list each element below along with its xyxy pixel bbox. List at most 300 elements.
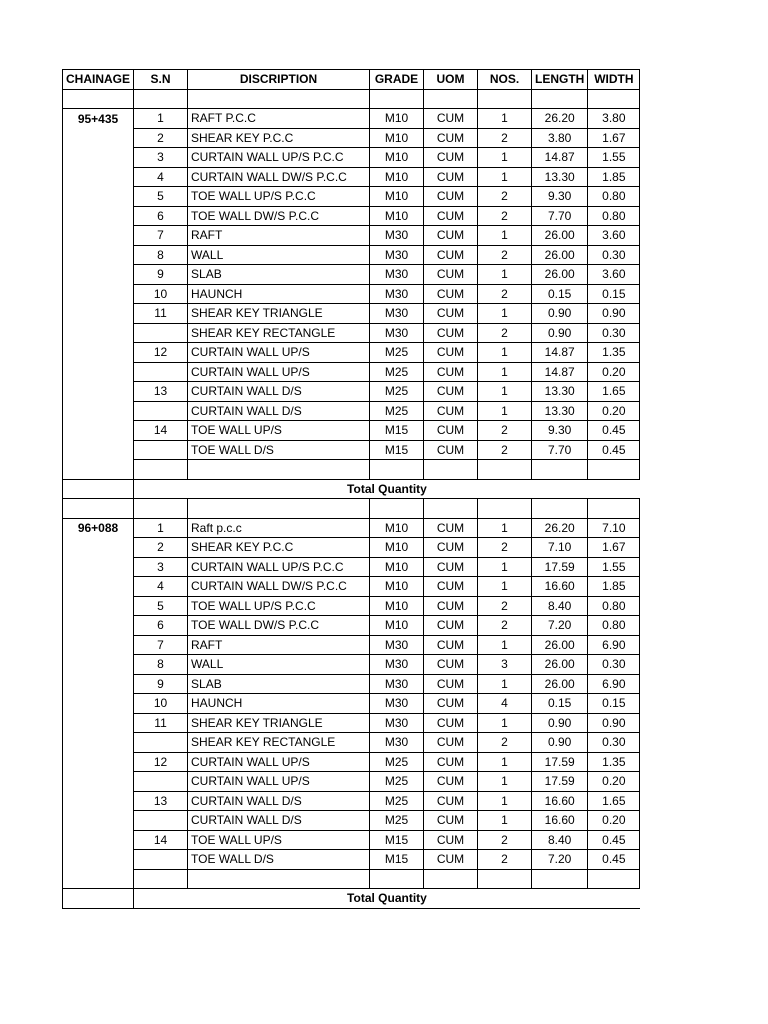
nos-cell: 1 xyxy=(478,635,532,655)
empty-cell xyxy=(63,499,134,519)
width-cell: 0.90 xyxy=(588,713,640,733)
chainage-cell-empty xyxy=(63,655,134,675)
chainage-cell-empty xyxy=(63,323,134,343)
grade-cell: M30 xyxy=(370,733,424,753)
description-cell: CURTAIN WALL UP/S P.C.C xyxy=(188,557,370,577)
table-body xyxy=(63,89,640,908)
nos-cell: 1 xyxy=(478,674,532,694)
grade-cell: M30 xyxy=(370,323,424,343)
width-cell: 0.30 xyxy=(588,655,640,675)
width-cell: 0.30 xyxy=(588,323,640,343)
empty-cell xyxy=(532,89,588,109)
grade-cell: M10 xyxy=(370,128,424,148)
length-cell: 7.70 xyxy=(532,206,588,226)
empty-cell xyxy=(63,460,134,480)
chainage-cell-empty xyxy=(63,538,134,558)
table-row xyxy=(63,343,640,363)
sn-cell: 11 xyxy=(134,713,188,733)
empty-cell xyxy=(478,499,532,519)
chainage-cell-empty xyxy=(63,577,134,597)
length-cell: 14.87 xyxy=(532,343,588,363)
width-cell: 1.65 xyxy=(588,382,640,402)
length-cell: 16.60 xyxy=(532,791,588,811)
description-cell: TOE WALL D/S xyxy=(188,850,370,870)
chainage-cell-empty xyxy=(63,713,134,733)
chainage-cell-empty xyxy=(63,616,134,636)
empty-cell xyxy=(588,89,640,109)
length-cell: 26.00 xyxy=(532,655,588,675)
empty-cell xyxy=(188,499,370,519)
empty-cell xyxy=(424,869,478,889)
empty-cell xyxy=(424,89,478,109)
description-cell: WALL xyxy=(188,245,370,265)
chainage-cell-empty xyxy=(63,401,134,421)
blank-row xyxy=(63,460,640,480)
grade-cell: M10 xyxy=(370,187,424,207)
grade-cell: M30 xyxy=(370,674,424,694)
nos-cell: 1 xyxy=(478,518,532,538)
empty-cell xyxy=(63,479,134,499)
nos-cell: 1 xyxy=(478,167,532,187)
description-cell: SHEAR KEY TRIANGLE xyxy=(188,713,370,733)
header-sn: S.N xyxy=(134,70,188,90)
description-cell: CURTAIN WALL D/S xyxy=(188,791,370,811)
uom-cell: CUM xyxy=(424,733,478,753)
chainage-cell-empty xyxy=(63,245,134,265)
grade-cell: M30 xyxy=(370,245,424,265)
nos-cell: 2 xyxy=(478,596,532,616)
description-cell: SLAB xyxy=(188,265,370,285)
width-cell: 0.30 xyxy=(588,245,640,265)
table-row xyxy=(63,304,640,324)
grade-cell: M25 xyxy=(370,811,424,831)
uom-cell: CUM xyxy=(424,323,478,343)
table-row xyxy=(63,655,640,675)
nos-cell: 2 xyxy=(478,440,532,460)
uom-cell: CUM xyxy=(424,148,478,168)
spacer-row xyxy=(63,89,640,109)
length-cell: 7.20 xyxy=(532,850,588,870)
width-cell: 1.35 xyxy=(588,343,640,363)
grade-cell: M25 xyxy=(370,772,424,792)
nos-cell: 1 xyxy=(478,752,532,772)
sn-cell: 9 xyxy=(134,265,188,285)
chainage-cell-empty xyxy=(63,265,134,285)
width-cell: 1.35 xyxy=(588,752,640,772)
table-row xyxy=(63,577,640,597)
width-cell: 1.67 xyxy=(588,128,640,148)
nos-cell: 2 xyxy=(478,245,532,265)
sn-cell: 13 xyxy=(134,382,188,402)
description-cell: RAFT xyxy=(188,226,370,246)
description-cell: CURTAIN WALL DW/S P.C.C xyxy=(188,167,370,187)
nos-cell: 1 xyxy=(478,304,532,324)
empty-cell xyxy=(188,89,370,109)
description-cell: TOE WALL DW/S P.C.C xyxy=(188,616,370,636)
header-uom: UOM xyxy=(424,70,478,90)
sn-cell: 7 xyxy=(134,226,188,246)
nos-cell: 4 xyxy=(478,694,532,714)
length-cell: 7.20 xyxy=(532,616,588,636)
table-row xyxy=(63,206,640,226)
nos-cell: 1 xyxy=(478,557,532,577)
empty-cell xyxy=(63,869,134,889)
nos-cell: 1 xyxy=(478,226,532,246)
width-cell: 1.55 xyxy=(588,148,640,168)
nos-cell: 1 xyxy=(478,401,532,421)
table-row xyxy=(63,226,640,246)
description-cell: RAFT P.C.C xyxy=(188,109,370,129)
uom-cell: CUM xyxy=(424,382,478,402)
width-cell: 0.20 xyxy=(588,401,640,421)
width-cell: 6.90 xyxy=(588,674,640,694)
width-cell: 0.20 xyxy=(588,811,640,831)
length-cell: 14.87 xyxy=(532,148,588,168)
grade-cell: M10 xyxy=(370,518,424,538)
table-row xyxy=(63,187,640,207)
sn-cell: 4 xyxy=(134,577,188,597)
chainage-cell-empty xyxy=(63,382,134,402)
chainage-cell-empty xyxy=(63,128,134,148)
table-row xyxy=(63,850,640,870)
chainage-cell-empty xyxy=(63,694,134,714)
description-cell: CURTAIN WALL D/S xyxy=(188,811,370,831)
nos-cell: 2 xyxy=(478,128,532,148)
width-cell: 1.85 xyxy=(588,577,640,597)
chainage-cell-empty xyxy=(63,752,134,772)
uom-cell: CUM xyxy=(424,635,478,655)
description-cell: RAFT xyxy=(188,635,370,655)
grade-cell: M15 xyxy=(370,440,424,460)
grade-cell: M10 xyxy=(370,557,424,577)
width-cell: 0.45 xyxy=(588,440,640,460)
length-cell: 26.00 xyxy=(532,674,588,694)
width-cell: 0.45 xyxy=(588,421,640,441)
nos-cell: 1 xyxy=(478,265,532,285)
length-cell: 8.40 xyxy=(532,830,588,850)
sn-cell: 10 xyxy=(134,284,188,304)
uom-cell: CUM xyxy=(424,674,478,694)
empty-cell xyxy=(478,869,532,889)
empty-cell xyxy=(134,460,188,480)
uom-cell: CUM xyxy=(424,830,478,850)
chainage-cell-empty xyxy=(63,557,134,577)
description-cell: HAUNCH xyxy=(188,694,370,714)
nos-cell: 2 xyxy=(478,323,532,343)
uom-cell: CUM xyxy=(424,187,478,207)
nos-cell: 2 xyxy=(478,850,532,870)
length-cell: 8.40 xyxy=(532,596,588,616)
length-cell: 17.59 xyxy=(532,772,588,792)
sn-cell: 6 xyxy=(134,206,188,226)
uom-cell: CUM xyxy=(424,791,478,811)
chainage-cell-empty xyxy=(63,421,134,441)
chainage-cell-empty xyxy=(63,148,134,168)
table-row xyxy=(63,440,640,460)
table-row xyxy=(63,148,640,168)
empty-cell xyxy=(532,499,588,519)
sn-cell xyxy=(134,323,188,343)
grade-cell: M10 xyxy=(370,167,424,187)
sn-cell: 5 xyxy=(134,187,188,207)
empty-cell xyxy=(588,869,640,889)
width-cell: 0.15 xyxy=(588,284,640,304)
uom-cell: CUM xyxy=(424,518,478,538)
width-cell: 0.15 xyxy=(588,694,640,714)
uom-cell: CUM xyxy=(424,772,478,792)
sn-cell: 12 xyxy=(134,343,188,363)
nos-cell: 2 xyxy=(478,830,532,850)
chainage-cell-empty xyxy=(63,343,134,363)
total-row xyxy=(63,479,640,499)
nos-cell: 1 xyxy=(478,382,532,402)
header-row xyxy=(63,70,640,90)
grade-cell: M30 xyxy=(370,284,424,304)
sn-cell: 12 xyxy=(134,752,188,772)
header-length: LENGTH xyxy=(532,70,588,90)
sn-cell: 1 xyxy=(134,518,188,538)
nos-cell: 3 xyxy=(478,655,532,675)
chainage-cell-empty xyxy=(63,167,134,187)
length-cell: 26.00 xyxy=(532,226,588,246)
spacer-row xyxy=(63,499,640,519)
grade-cell: M25 xyxy=(370,362,424,382)
uom-cell: CUM xyxy=(424,616,478,636)
sn-cell xyxy=(134,362,188,382)
chainage-cell: 95+435 xyxy=(63,109,134,129)
description-cell: CURTAIN WALL D/S xyxy=(188,382,370,402)
uom-cell: CUM xyxy=(424,752,478,772)
length-cell: 26.00 xyxy=(532,635,588,655)
total-row xyxy=(63,889,640,909)
uom-cell: CUM xyxy=(424,109,478,129)
sn-cell xyxy=(134,772,188,792)
table-row xyxy=(63,518,640,538)
width-cell: 0.20 xyxy=(588,772,640,792)
empty-cell xyxy=(588,499,640,519)
length-cell: 7.70 xyxy=(532,440,588,460)
grade-cell: M25 xyxy=(370,752,424,772)
sn-cell: 10 xyxy=(134,694,188,714)
grade-cell: M25 xyxy=(370,791,424,811)
uom-cell: CUM xyxy=(424,440,478,460)
sn-cell: 8 xyxy=(134,245,188,265)
nos-cell: 2 xyxy=(478,733,532,753)
table-row xyxy=(63,596,640,616)
nos-cell: 1 xyxy=(478,713,532,733)
width-cell: 0.90 xyxy=(588,304,640,324)
sn-cell: 9 xyxy=(134,674,188,694)
chainage-cell-empty xyxy=(63,362,134,382)
chainage-cell-empty xyxy=(63,830,134,850)
quantity-table xyxy=(62,69,640,909)
length-cell: 0.15 xyxy=(532,694,588,714)
sn-cell: 6 xyxy=(134,616,188,636)
width-cell: 0.80 xyxy=(588,596,640,616)
grade-cell: M10 xyxy=(370,148,424,168)
table-row xyxy=(63,635,640,655)
grade-cell: M15 xyxy=(370,421,424,441)
sn-cell: 14 xyxy=(134,421,188,441)
chainage-cell-empty xyxy=(63,284,134,304)
uom-cell: CUM xyxy=(424,713,478,733)
table-row xyxy=(63,538,640,558)
width-cell: 0.20 xyxy=(588,362,640,382)
grade-cell: M25 xyxy=(370,343,424,363)
empty-cell xyxy=(370,460,424,480)
sn-cell: 2 xyxy=(134,128,188,148)
table-row xyxy=(63,811,640,831)
sn-cell xyxy=(134,401,188,421)
description-cell: CURTAIN WALL UP/S xyxy=(188,772,370,792)
empty-cell xyxy=(478,460,532,480)
length-cell: 7.10 xyxy=(532,538,588,558)
table-row xyxy=(63,616,640,636)
uom-cell: CUM xyxy=(424,128,478,148)
description-cell: HAUNCH xyxy=(188,284,370,304)
length-cell: 0.90 xyxy=(532,733,588,753)
length-cell: 26.20 xyxy=(532,518,588,538)
description-cell: CURTAIN WALL UP/S xyxy=(188,343,370,363)
width-cell: 3.80 xyxy=(588,109,640,129)
chainage-cell-empty xyxy=(63,635,134,655)
empty-cell xyxy=(532,460,588,480)
description-cell: SHEAR KEY RECTANGLE xyxy=(188,323,370,343)
description-cell: TOE WALL UP/S P.C.C xyxy=(188,187,370,207)
description-cell: SLAB xyxy=(188,674,370,694)
chainage-cell-empty xyxy=(63,440,134,460)
grade-cell: M10 xyxy=(370,206,424,226)
description-cell: CURTAIN WALL UP/S P.C.C xyxy=(188,148,370,168)
length-cell: 13.30 xyxy=(532,167,588,187)
table-row xyxy=(63,245,640,265)
chainage-cell-empty xyxy=(63,733,134,753)
sn-cell: 3 xyxy=(134,557,188,577)
empty-cell xyxy=(370,499,424,519)
length-cell: 13.30 xyxy=(532,401,588,421)
nos-cell: 1 xyxy=(478,791,532,811)
uom-cell: CUM xyxy=(424,850,478,870)
width-cell: 0.80 xyxy=(588,187,640,207)
table-row xyxy=(63,791,640,811)
width-cell: 3.60 xyxy=(588,265,640,285)
sn-cell: 2 xyxy=(134,538,188,558)
uom-cell: CUM xyxy=(424,265,478,285)
width-cell: 0.45 xyxy=(588,830,640,850)
uom-cell: CUM xyxy=(424,284,478,304)
empty-cell xyxy=(424,460,478,480)
length-cell: 26.00 xyxy=(532,245,588,265)
width-cell: 6.90 xyxy=(588,635,640,655)
length-cell: 9.30 xyxy=(532,421,588,441)
width-cell: 1.67 xyxy=(588,538,640,558)
uom-cell: CUM xyxy=(424,538,478,558)
empty-cell xyxy=(134,869,188,889)
nos-cell: 2 xyxy=(478,538,532,558)
length-cell: 16.60 xyxy=(532,811,588,831)
length-cell: 3.80 xyxy=(532,128,588,148)
table-row xyxy=(63,830,640,850)
table-row xyxy=(63,265,640,285)
width-cell: 3.60 xyxy=(588,226,640,246)
empty-cell xyxy=(370,869,424,889)
blank-row xyxy=(63,869,640,889)
description-cell: Raft p.c.c xyxy=(188,518,370,538)
nos-cell: 2 xyxy=(478,284,532,304)
table-row xyxy=(63,713,640,733)
header-description: DISCRIPTION xyxy=(188,70,370,90)
empty-cell xyxy=(532,869,588,889)
table-row xyxy=(63,323,640,343)
description-cell: TOE WALL DW/S P.C.C xyxy=(188,206,370,226)
empty-cell xyxy=(588,460,640,480)
sn-cell: 7 xyxy=(134,635,188,655)
description-cell: CURTAIN WALL DW/S P.C.C xyxy=(188,577,370,597)
description-cell: SHEAR KEY TRIANGLE xyxy=(188,304,370,324)
sn-cell: 1 xyxy=(134,109,188,129)
table-row xyxy=(63,167,640,187)
uom-cell: CUM xyxy=(424,694,478,714)
table-row xyxy=(63,752,640,772)
width-cell: 7.10 xyxy=(588,518,640,538)
grade-cell: M30 xyxy=(370,655,424,675)
table-row xyxy=(63,401,640,421)
total-quantity-label: Total Quantity xyxy=(134,479,640,499)
description-cell: SHEAR KEY P.C.C xyxy=(188,538,370,558)
table-row xyxy=(63,674,640,694)
width-cell: 1.85 xyxy=(588,167,640,187)
uom-cell: CUM xyxy=(424,343,478,363)
uom-cell: CUM xyxy=(424,362,478,382)
empty-cell xyxy=(134,499,188,519)
nos-cell: 1 xyxy=(478,148,532,168)
chainage-cell-empty xyxy=(63,304,134,324)
empty-cell xyxy=(63,89,134,109)
description-cell: CURTAIN WALL D/S xyxy=(188,401,370,421)
uom-cell: CUM xyxy=(424,421,478,441)
width-cell: 0.80 xyxy=(588,616,640,636)
width-cell: 0.30 xyxy=(588,733,640,753)
grade-cell: M30 xyxy=(370,694,424,714)
chainage-cell-empty xyxy=(63,850,134,870)
width-cell: 1.65 xyxy=(588,791,640,811)
header-chainage: CHAINAGE xyxy=(63,70,134,90)
grade-cell: M10 xyxy=(370,616,424,636)
chainage-cell-empty xyxy=(63,226,134,246)
sn-cell xyxy=(134,850,188,870)
length-cell: 26.20 xyxy=(532,109,588,129)
nos-cell: 2 xyxy=(478,187,532,207)
length-cell: 16.60 xyxy=(532,577,588,597)
grade-cell: M30 xyxy=(370,265,424,285)
chainage-cell-empty xyxy=(63,811,134,831)
width-cell: 0.80 xyxy=(588,206,640,226)
grade-cell: M10 xyxy=(370,109,424,129)
chainage-cell-empty xyxy=(63,791,134,811)
uom-cell: CUM xyxy=(424,206,478,226)
empty-cell xyxy=(370,89,424,109)
chainage-cell-empty xyxy=(63,772,134,792)
description-cell: TOE WALL D/S xyxy=(188,440,370,460)
sn-cell: 14 xyxy=(134,830,188,850)
nos-cell: 1 xyxy=(478,772,532,792)
table-row xyxy=(63,421,640,441)
grade-cell: M25 xyxy=(370,382,424,402)
description-cell: TOE WALL UP/S xyxy=(188,830,370,850)
uom-cell: CUM xyxy=(424,655,478,675)
nos-cell: 1 xyxy=(478,343,532,363)
uom-cell: CUM xyxy=(424,811,478,831)
